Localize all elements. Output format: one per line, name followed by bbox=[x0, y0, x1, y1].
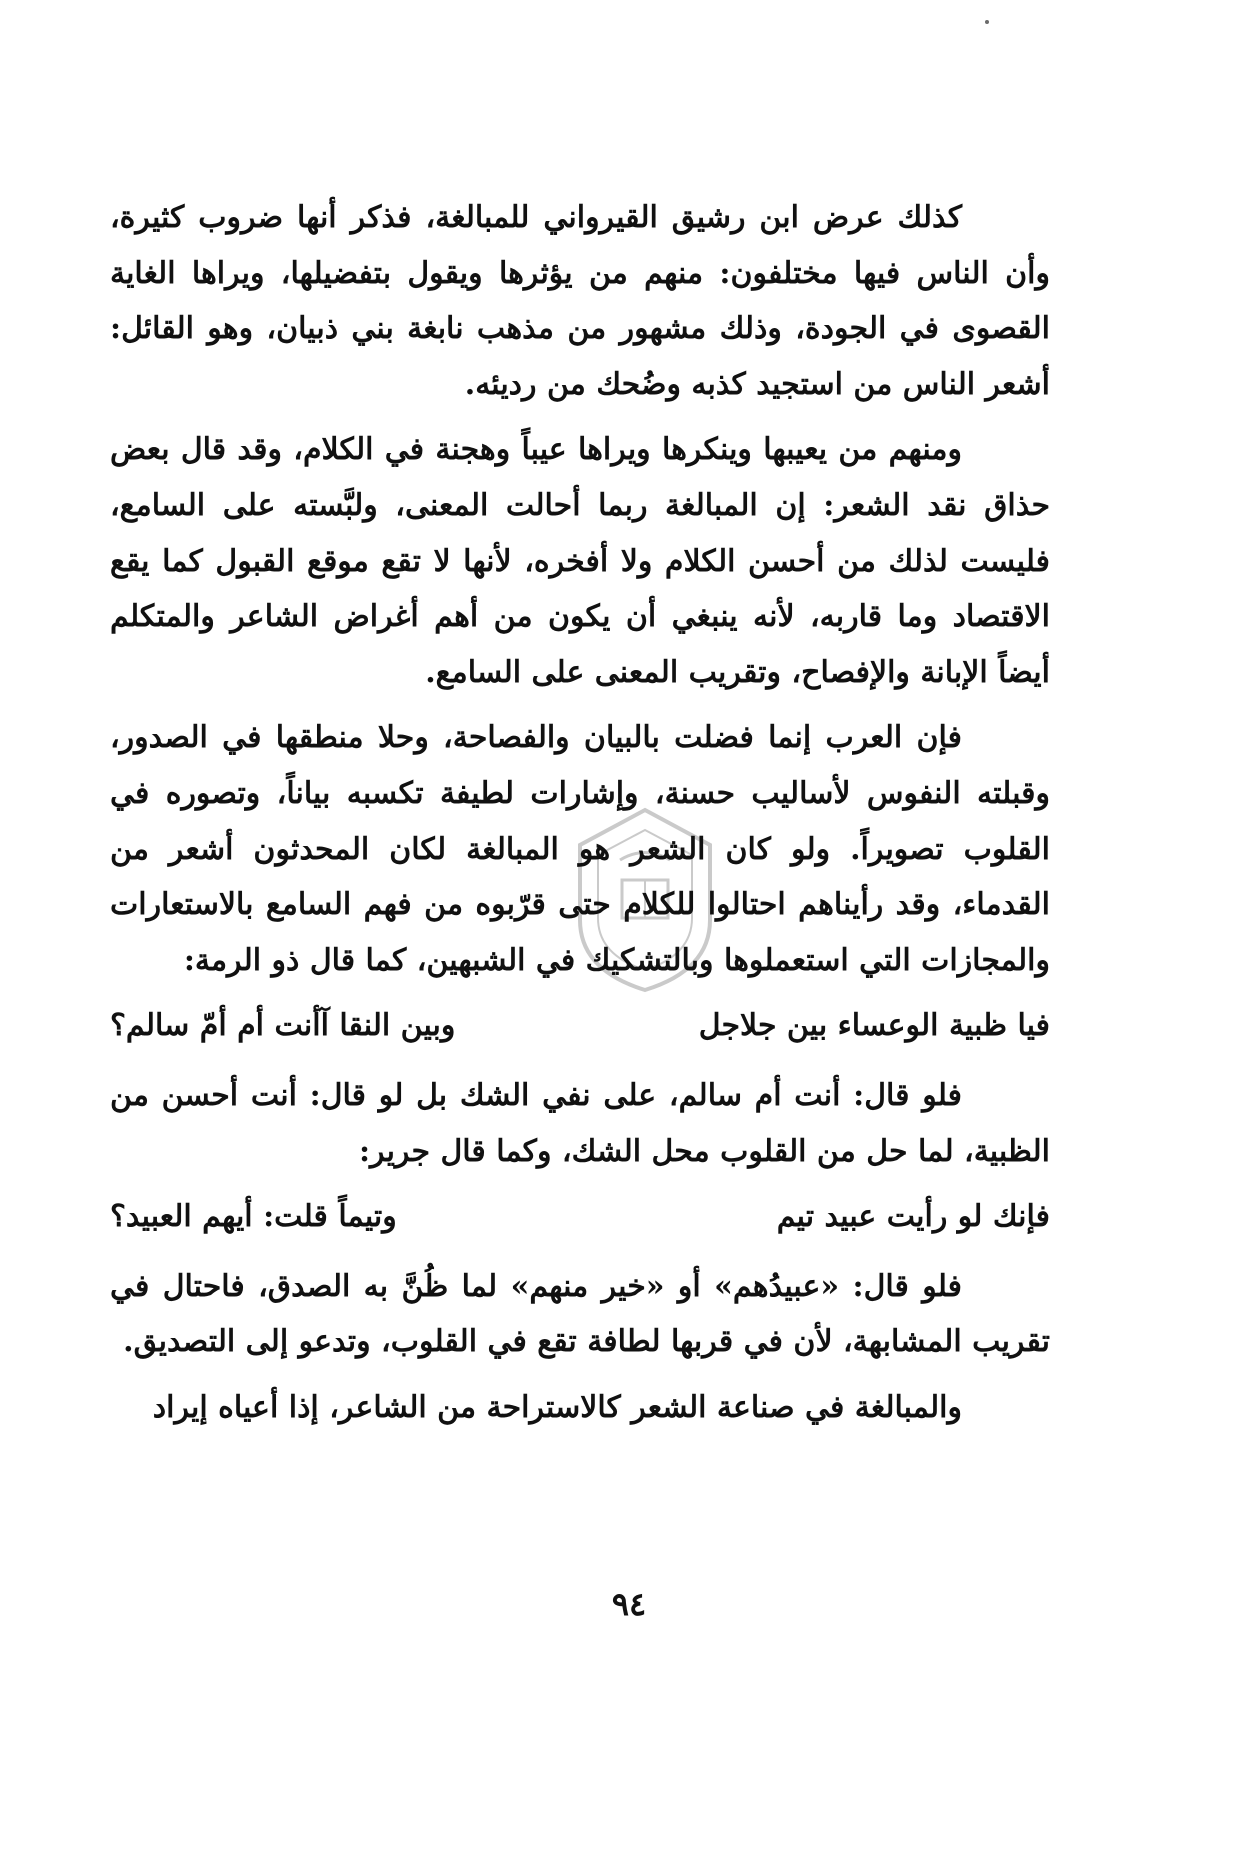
verse-first-hemistich: فيا ظبية الوعساء بين جلاجل bbox=[698, 1008, 1050, 1044]
paragraph-3: فإن العرب إنما فضلت بالبيان والفصاحة، وحلا منطقها في الصدور، وقبلته النفوس لأساليب حسنة، وإشارات لطيفة تكسبه بياناً، وتصوره في القلوب تصويراً. ولو كان الشعر هو المبالغة لكان المحدثون أشعر من القدماء، وقد رأيناهم احتالوا للكلام حتى قرّبوه من فهم السامع بالاستعارات والمجازات التي استعملوها وبالتشكيك في الشبهين، كما قال ذو الرمة: bbox=[110, 720, 1050, 978]
verse-second-hemistich: وتيماً قلت: أيهم العبيد؟ bbox=[110, 1199, 397, 1235]
verse-first-hemistich: فإنك لو رأيت عبيد تيم bbox=[776, 1199, 1050, 1235]
scan-speck bbox=[985, 20, 989, 24]
body-text bbox=[110, 190, 1050, 1445]
paragraph-5: فلو قال: «عبيدُهم» أو «خير منهم» لما ظُنَّ به الصدق، فاحتال في تقريب المشابهة، لأن في قربها لطافة تقع في القلوب، وتدعو إلى التصديق. bbox=[110, 1268, 1050, 1360]
verse-second-hemistich: وبين النقا آأنت أم أمّ سالم؟ bbox=[110, 1008, 456, 1044]
page-number: ٩٤ bbox=[611, 1585, 647, 1623]
paragraph-4: فلو قال: أنت أم سالم، على نفي الشك بل لو قال: أنت أحسن من الظبية، لما حل من القلوب محل الشك، وكما قال جرير: bbox=[110, 1077, 1050, 1169]
paragraph-1: كذلك عرض ابن رشيق القيرواني للمبالغة، فذكر أنها ضروب كثيرة، وأن الناس فيها مختلفون: منهم من يؤثرها ويقول بتفضيلها، ويراها الغاية القصوى في الجودة، وذلك مشهور من مذهب نابغة بني ذبيان، وهو القائل: أشعر الناس من استجيد كذبه وضُحك من رديئه. bbox=[110, 200, 1050, 402]
paragraph-6: والمبالغة في صناعة الشعر كالاستراحة من الشاعر، إذا أعياه إيراد bbox=[152, 1389, 962, 1425]
paragraph-2: ومنهم من يعيبها وينكرها ويراها عيباً وهجنة في الكلام، وقد قال بعض حذاق نقد الشعر: إن المبالغة ربما أحالت المعنى، ولبَّسته على السامع، فليست لذلك من أحسن الكلام ولا أفخره، لأنها لا تقع موقع القبول كما يقع الاقتصاد وما قاربه، لأنه ينبغي أن يكون من أهم أغراض الشاعر والمتكلم أيضاً الإبانة والإفصاح، وتقريب المعنى على السامع. bbox=[110, 432, 1050, 690]
verse-jarir bbox=[110, 1189, 1050, 1245]
verse-dhu-al-rumma bbox=[110, 998, 1050, 1054]
